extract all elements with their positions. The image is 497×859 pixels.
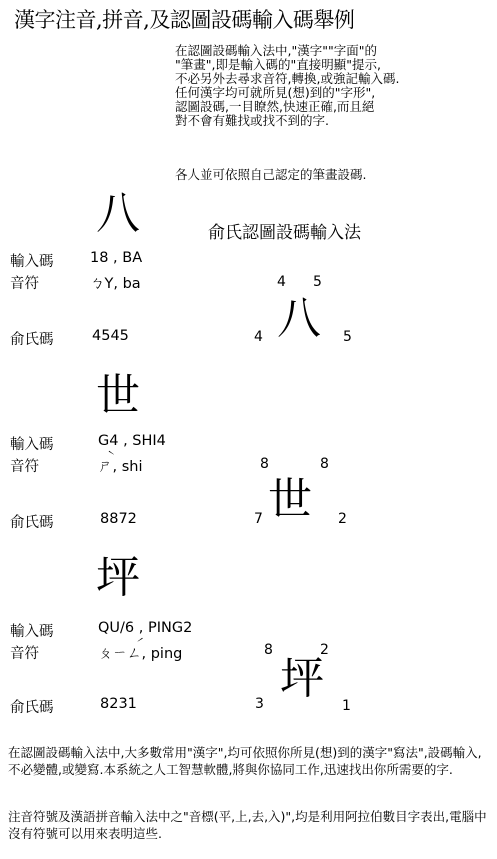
input-code-value: QU/6 , PING2 <box>98 620 193 636</box>
diagram-digit-top-right: 2 <box>320 642 329 658</box>
footer-paragraph: 在認圖設碼輸入法中,大多數常用"漢字",均可依照你所見(想)到的漢字"寫法",設碼輸入,不必變體,或變寫.本系統之人工智慧軟體,將與你協同工作,迅速找出你所需要的字. <box>8 745 482 777</box>
phonetic-value: ㄆㄧㄥ́, ping <box>98 646 183 662</box>
intro-note: 各人並可依照自己認定的筆畫設碼. <box>175 167 367 182</box>
input-code-value: G4 , SHI4 <box>98 433 166 449</box>
example-character: 八 <box>96 188 140 239</box>
phonetic-label: 音符 <box>10 459 39 475</box>
diagram-digit-bottom-right: 1 <box>342 698 351 714</box>
example-character: 世 <box>96 370 140 421</box>
yu-code-value: 8872 <box>100 511 137 527</box>
diagram-digit-bottom-left: 3 <box>255 696 264 712</box>
diagram-digit-bottom-right: 5 <box>343 329 352 345</box>
phonetic-value: ㄅY, ba <box>90 276 141 292</box>
diagram-digit-top-right: 8 <box>320 456 329 472</box>
yu-code-label: 俞氏碼 <box>10 700 54 716</box>
phonetic-label: 音符 <box>10 646 39 662</box>
intro-line: 認圖設碼,一目瞭然,快速正確,而且絕 <box>175 99 375 114</box>
phonetic-label: 音符 <box>10 276 39 292</box>
intro-line: "筆畫",即是輸入碼的"直接明顯"提示, <box>175 57 381 72</box>
phonetic-value: ㄕ̀, shi <box>98 459 143 475</box>
input-code-label: 輸入碼 <box>10 624 54 640</box>
input-code-label: 輸入碼 <box>10 437 54 453</box>
yu-code-value: 8231 <box>100 696 137 712</box>
diagram-digit-top-left: 4 <box>277 274 286 290</box>
input-code-label: 輸入碼 <box>10 254 54 270</box>
diagram-character: 世 <box>268 474 312 525</box>
diagram-digit-top-left: 8 <box>260 456 269 472</box>
intro-line: 不必另外去尋求音符,轉換,或強記輸入碼. <box>175 71 400 86</box>
input-code-value: 18 , BA <box>90 250 143 266</box>
diagram-character: 八 <box>277 293 321 344</box>
intro-line: 對不會有難找或找不到的字. <box>175 113 329 128</box>
yu-code-label: 俞氏碼 <box>10 515 54 531</box>
diagram-digit-top-left: 8 <box>264 642 273 658</box>
page-title: 漢字注音,拼音,及認圖設碼輸入碼舉例 <box>14 8 355 32</box>
yu-code-label: 俞氏碼 <box>10 332 54 348</box>
intro-line: 任何漢字均可就所見(想)到的"字形", <box>175 85 376 100</box>
diagram-digit-top-right: 5 <box>313 274 322 290</box>
diagram-digit-bottom-right: 2 <box>338 511 347 527</box>
footer-paragraph: 注音符號及漢語拼音輸入法中之"音標(平,上,去,入)",均是利用阿拉伯數目字表出,電腦中沒有符號可以用來表明這些. <box>8 809 487 841</box>
diagram-digit-bottom-left: 4 <box>254 329 263 345</box>
intro-paragraph <box>175 44 399 128</box>
intro-line: 在認圖設碼輸入法中,"漢字""字面"的 <box>175 43 377 58</box>
example-character: 坪 <box>96 552 140 603</box>
diagram-character: 坪 <box>280 653 324 704</box>
diagram-digit-bottom-left: 7 <box>254 511 263 527</box>
yu-code-value: 4545 <box>92 328 129 344</box>
method-heading: 俞氏認圖設碼輸入法 <box>208 223 361 243</box>
